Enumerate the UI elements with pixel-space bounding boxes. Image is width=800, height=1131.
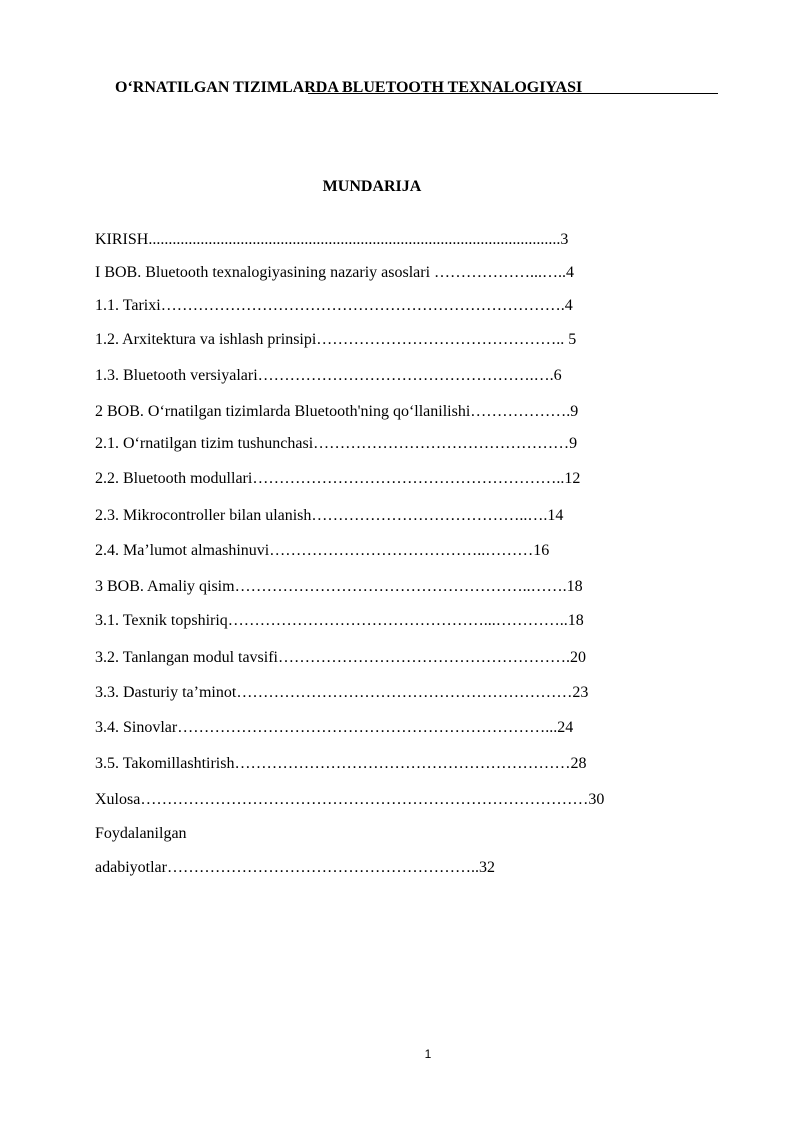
toc-entry: 2.4. Ma’lumot almashinuvi…………………………………..………16 — [95, 542, 550, 559]
toc-entry: 2.1. O‘rnatilgan tizim tushunchasi…………………………………………9 — [95, 435, 578, 452]
toc-entry: 2 BOB. O‘rnatilgan tizimlarda Bluetooth'ning qo‘llanilishi……………….9 — [95, 403, 579, 420]
toc-entry: 2.3. Mikrocontroller bilan ulanish…………………………………..….14 — [95, 507, 564, 524]
toc-entry: 2.2. Bluetooth modullari…………………………………………………..12 — [95, 470, 581, 487]
toc-entry: adabiyotlar…………………………………………………..32 — [95, 859, 495, 876]
toc-entry: 3.1. Texnik topshiriq…………………………………………...…………..18 — [95, 612, 584, 629]
toc-entry: 3 BOB. Amaliy qisim………………………………………………..…….18 — [95, 578, 583, 595]
toc-entry: Foydalanilgan — [95, 825, 187, 842]
document-title: O‘RNATILGAN TIZIMLARDA BLUETOOTH TEXNALOGIYASI — [115, 79, 583, 96]
toc-entry: Xulosa…………………………………………………………………………30 — [95, 791, 605, 808]
toc-entry: 3.4. Sinovlar……………………………………………………………...24 — [95, 719, 574, 736]
toc-entry: 1.3. Bluetooth versiyalari…………………………………………….….6 — [95, 367, 562, 384]
toc-heading: MUNDARIJA — [322, 178, 422, 195]
toc-entry: 1.2. Arxitektura va ishlash prinsipi……………………………………….. 5 — [95, 331, 577, 348]
toc-entry: KIRISH.......................................................................................................3 — [95, 231, 569, 248]
toc-entry: 3.3. Dasturiy ta’minot………………………………………………………23 — [95, 684, 589, 701]
title-underline — [308, 93, 718, 94]
toc-entry: 3.5. Takomillashtirish………………………………………………………28 — [95, 755, 587, 772]
toc-entry: 1.1. Tarixi………………………………………………………………….4 — [95, 297, 573, 314]
toc-entry: I BOB. Bluetooth texnalogiyasining nazariy asoslari ………………...…..4 — [95, 264, 575, 281]
toc-entry: 3.2. Tanlangan modul tavsifi……………………………………………….20 — [95, 649, 586, 666]
page-number: 1 — [424, 1047, 432, 1061]
